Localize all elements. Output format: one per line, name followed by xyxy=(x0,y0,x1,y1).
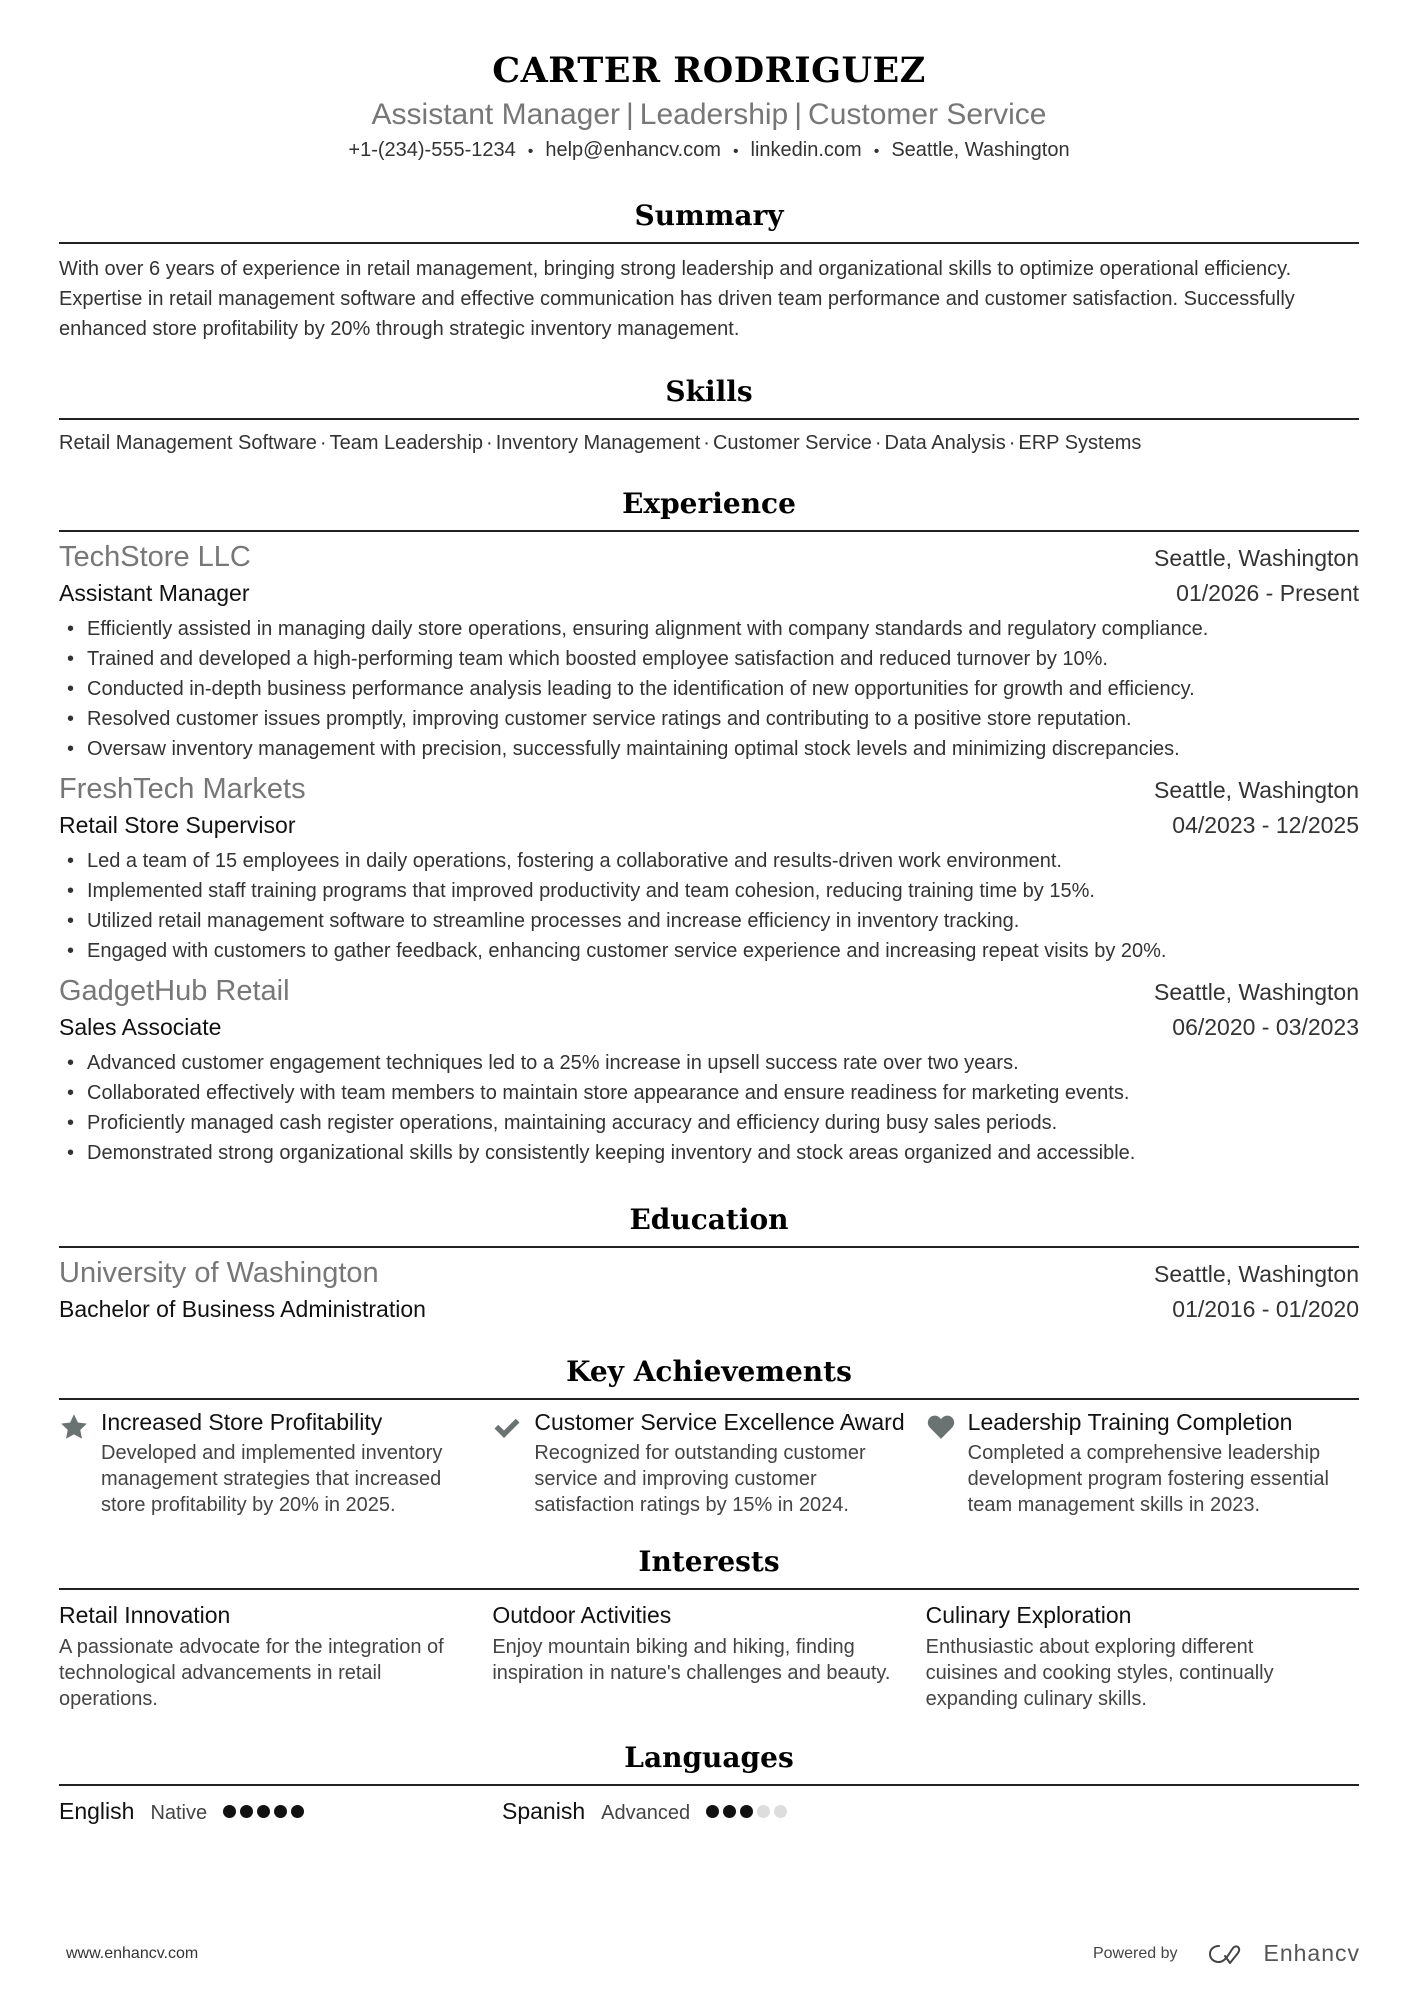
experience-entry xyxy=(59,538,1359,764)
bullet-item: • Trained and developed a high-performing team which boosted employee satisfaction and reduced turnover by 10%. xyxy=(59,644,1359,674)
enhancv-logo-icon xyxy=(1207,1943,1255,1965)
skill-item: Retail Management Software xyxy=(59,432,317,454)
school-location: Seattle, Washington xyxy=(1154,1261,1359,1287)
achievement-item xyxy=(59,1408,492,1518)
bullet-item: • Implemented staff training programs that improved productivity and team cohesion, reducing training time by 15%. xyxy=(59,876,1359,906)
job-title: Assistant Manager xyxy=(59,580,250,606)
education-entry xyxy=(59,1254,1359,1326)
section-title: Experience xyxy=(622,487,796,520)
proficiency-dots xyxy=(706,1805,787,1818)
language-name: Spanish xyxy=(502,1798,586,1824)
job-location: Seattle, Washington xyxy=(1154,777,1359,803)
achievement-item xyxy=(926,1408,1359,1518)
skill-separator: · xyxy=(703,432,710,454)
interest-item xyxy=(59,1598,492,1712)
section-title: Summary xyxy=(634,199,784,232)
section-divider xyxy=(59,530,1359,532)
bullet-item: • Demonstrated strong organizational skills by consistently keeping inventory and stock areas organized and accessible. xyxy=(59,1138,1359,1168)
skill-separator: · xyxy=(874,432,882,454)
checkmark-icon xyxy=(492,1408,534,1518)
achievements-section xyxy=(59,1354,1359,1518)
resume-page xyxy=(59,0,1359,1828)
page-footer xyxy=(66,1940,1360,1967)
location: Seattle, Washington xyxy=(891,139,1070,161)
section-divider xyxy=(59,242,1359,244)
achievement-description: Completed a comprehensive leadership development program fostering essential team management skills in 2023. xyxy=(967,1442,1329,1516)
job-dates: 04/2023 - 12/2025 xyxy=(1172,812,1359,838)
language-level: Native xyxy=(150,1802,208,1824)
language-level: Advanced xyxy=(601,1802,691,1824)
summary-section xyxy=(59,198,1359,344)
powered-by xyxy=(1093,1940,1360,1967)
star-icon xyxy=(59,1408,101,1518)
language-item xyxy=(502,1794,945,1828)
heart-icon xyxy=(926,1408,968,1518)
contact-separator: • xyxy=(732,143,739,160)
job-title: Retail Store Supervisor xyxy=(59,812,296,838)
job-location: Seattle, Washington xyxy=(1154,979,1359,1005)
contact-separator: • xyxy=(527,143,534,160)
contact-info xyxy=(59,136,1359,166)
email-link[interactable]: help@enhancv.com xyxy=(545,139,721,161)
section-divider xyxy=(59,1588,1359,1590)
bullet-item: • Efficiently assisted in managing daily store operations, ensuring alignment with company standards and regulatory compliance. xyxy=(59,614,1359,644)
dot-filled-icon xyxy=(723,1805,736,1818)
job-bullets xyxy=(59,1048,1359,1168)
company-name: FreshTech Markets xyxy=(59,773,306,805)
section-divider xyxy=(59,1398,1359,1400)
bullet-item: • Led a team of 15 employees in daily operations, fostering a collaborative and results-driven work environment. xyxy=(59,846,1359,876)
achievement-item xyxy=(492,1408,925,1518)
section-title: Skills xyxy=(665,375,753,408)
bullet-item: • Resolved customer issues promptly, improving customer service ratings and contributing to a positive store reputation. xyxy=(59,704,1359,734)
job-title: Sales Associate xyxy=(59,1014,222,1040)
contact-separator: • xyxy=(873,143,880,160)
job-location: Seattle, Washington xyxy=(1154,545,1359,571)
dot-filled-icon xyxy=(740,1805,753,1818)
job-dates: 06/2020 - 03/2023 xyxy=(1172,1014,1359,1040)
headline-item: Leadership xyxy=(639,98,789,131)
proficiency-dots xyxy=(223,1805,304,1818)
dot-filled-icon xyxy=(291,1805,304,1818)
skill-separator: · xyxy=(486,432,493,454)
languages-section xyxy=(59,1740,1359,1828)
bullet-item: • Utilized retail management software to streamline processes and increase efficiency in inventory tracking. xyxy=(59,906,1359,936)
experience-entry xyxy=(59,770,1359,966)
section-title: Education xyxy=(629,1203,789,1236)
bullet-item: • Engaged with customers to gather feedback, enhancing customer service experience and increasing repeat visits by 20%. xyxy=(59,936,1359,966)
interest-title: Retail Innovation xyxy=(59,1602,231,1628)
bullet-item: • Oversaw inventory management with precision, successfully maintaining optimal stock levels and minimizing discrepancies. xyxy=(59,734,1359,764)
skill-item: Team Leadership xyxy=(329,432,484,454)
candidate-name: CARTER RODRIGUEZ xyxy=(492,50,926,91)
skills-list xyxy=(59,428,1359,458)
headline-item: Assistant Manager xyxy=(371,98,620,131)
school-name: University of Washington xyxy=(59,1257,379,1289)
company-name: GadgetHub Retail xyxy=(59,975,290,1007)
footer-url-link[interactable]: www.enhancv.com xyxy=(66,1944,199,1962)
dot-filled-icon xyxy=(223,1805,236,1818)
bullet-item: • Advanced customer engagement techniques led to a 25% increase in upsell success rate over two years. xyxy=(59,1048,1359,1078)
experience-section xyxy=(59,486,1359,1168)
linkedin-link[interactable]: linkedin.com xyxy=(750,139,862,161)
skills-section xyxy=(59,374,1359,458)
interest-item xyxy=(926,1598,1359,1712)
job-bullets xyxy=(59,846,1359,966)
achievement-title: Customer Service Excellence Award xyxy=(534,1409,905,1435)
headline-item: Customer Service xyxy=(808,98,1047,131)
achievement-description: Developed and implemented inventory management strategies that increased store profitability by 20% in 2025. xyxy=(101,1442,443,1516)
job-bullets xyxy=(59,614,1359,764)
skill-item: Customer Service xyxy=(712,432,872,454)
skill-separator: · xyxy=(319,432,327,454)
powered-by-label: Powered by xyxy=(1092,1944,1178,1962)
skill-item: Data Analysis xyxy=(884,432,1006,454)
bullet-item: • Collaborated effectively with team members to maintain store appearance and ensure readiness for marketing events. xyxy=(59,1078,1359,1108)
experience-entry xyxy=(59,972,1359,1168)
dot-empty-icon xyxy=(757,1805,770,1818)
dot-filled-icon xyxy=(240,1805,253,1818)
dot-filled-icon xyxy=(706,1805,719,1818)
headline xyxy=(59,96,1359,134)
section-title: Key Achievements xyxy=(566,1355,852,1388)
interest-description: Enjoy mountain biking and hiking, finding inspiration in nature's challenges and beauty. xyxy=(492,1636,891,1684)
company-name: TechStore LLC xyxy=(59,541,251,573)
interest-item xyxy=(492,1598,925,1712)
phone[interactable]: +1-(234)-555-1234 xyxy=(348,139,516,161)
interests-section xyxy=(59,1544,1359,1712)
section-title: Languages xyxy=(624,1741,794,1774)
dot-filled-icon xyxy=(274,1805,287,1818)
section-divider xyxy=(59,1784,1359,1786)
interest-title: Outdoor Activities xyxy=(492,1602,672,1628)
achievement-title: Increased Store Profitability xyxy=(101,1409,383,1435)
job-dates: 01/2026 - Present xyxy=(1176,580,1359,606)
section-divider xyxy=(59,1246,1359,1248)
resume-header xyxy=(59,0,1359,166)
brand-name: Enhancv xyxy=(1263,1940,1360,1966)
bullet-item: • Proficiently managed cash register operations, maintaining accuracy and efficiency during busy sales periods. xyxy=(59,1108,1359,1138)
skill-item: ERP Systems xyxy=(1018,432,1142,454)
education-dates: 01/2016 - 01/2020 xyxy=(1172,1296,1359,1322)
headline-separator: | xyxy=(794,98,803,131)
skill-separator: · xyxy=(1008,432,1016,454)
achievement-description: Recognized for outstanding customer service and improving customer satisfaction ratings by 15% in 2024. xyxy=(534,1442,866,1516)
interest-description: A passionate advocate for the integration of technological advancements in retail operations. xyxy=(59,1636,444,1710)
interest-description: Enthusiastic about exploring different cuisines and cooking styles, continually expanding culinary skills. xyxy=(925,1636,1274,1710)
section-divider xyxy=(59,418,1359,420)
language-name: English xyxy=(59,1798,135,1824)
degree: Bachelor of Business Administration xyxy=(59,1296,426,1322)
dot-empty-icon xyxy=(774,1805,787,1818)
headline-separator: | xyxy=(626,98,634,131)
language-item xyxy=(59,1794,502,1828)
bullet-item: • Conducted in-depth business performance analysis leading to the identification of new opportunities for growth and efficiency. xyxy=(59,674,1359,704)
interest-title: Culinary Exploration xyxy=(925,1602,1132,1628)
skill-item: Inventory Management xyxy=(495,432,701,454)
dot-filled-icon xyxy=(257,1805,270,1818)
section-title: Interests xyxy=(638,1545,780,1578)
education-section xyxy=(59,1202,1359,1326)
achievement-title: Leadership Training Completion xyxy=(967,1409,1293,1435)
summary-text: With over 6 years of experience in retail management, bringing strong leadership and organizational skills to optimize operational efficiency. Expertise in retail management software and effective communication has driven team performance and customer satisfaction. Successfully enhanced store profitability by 20% through strategic inventory management. xyxy=(59,258,1295,340)
